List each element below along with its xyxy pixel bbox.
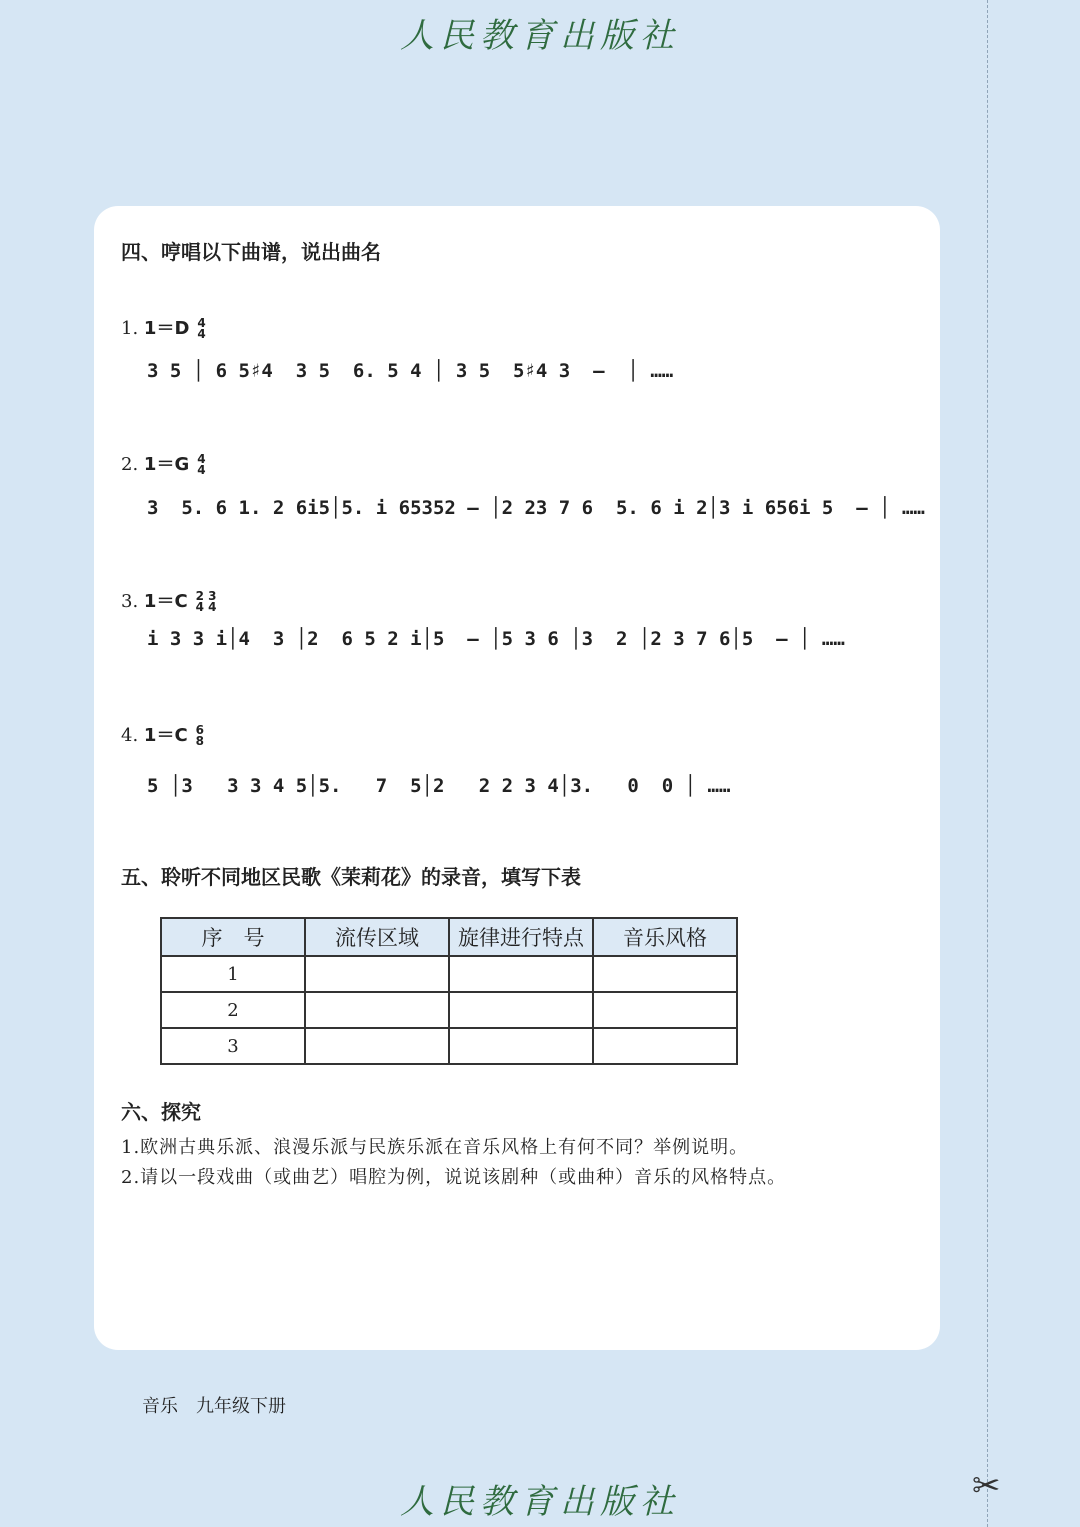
section-5-title: 五、聆听不同地区民歌《茉莉花》的录音，填写下表 <box>121 865 581 889</box>
section-4-title: 四、哼唱以下曲谱，说出曲名 <box>121 240 381 264</box>
publisher-logo: 人民教育出版社 <box>400 1482 680 1522</box>
row-number: 1 <box>161 956 305 992</box>
scissors-icon: ✂ <box>972 1466 1001 1506</box>
answer-cell[interactable] <box>449 992 593 1028</box>
publisher-logo: 人民教育出版社 <box>400 16 680 56</box>
answer-cell[interactable] <box>593 992 737 1028</box>
table-row <box>161 1028 737 1064</box>
score-2-notes: 3 5. 6 1. 2 6i5│5. i 65352 – │2 23 7 6 5. 6 i 2│3 i 656i 5 – │ …… <box>147 497 925 519</box>
table-header: 音乐风格 <box>593 918 737 956</box>
answer-cell[interactable] <box>305 992 449 1028</box>
answer-cell[interactable] <box>593 1028 737 1064</box>
cut-line <box>987 0 988 1527</box>
table-row <box>161 956 737 992</box>
row-number: 2 <box>161 992 305 1028</box>
score-1-notes: 3 5 │ 6 5♯4 3 5 6. 5 4 │ 3 5 5♯4 3 – │ …… <box>147 360 674 382</box>
score-3-key: 3. 1＝C 2 3 4 4 <box>121 589 217 614</box>
score-4-key: 4. 1＝C 6 8 <box>121 723 205 748</box>
table-row <box>161 992 737 1028</box>
question-2: 2.请以一段戏曲（或曲艺）唱腔为例，说说该剧种（或曲种）音乐的风格特点。 <box>121 1167 787 1188</box>
table-header: 序 号 <box>161 918 305 956</box>
table-header: 旋律进行特点 <box>449 918 593 956</box>
table-header-row <box>161 918 737 956</box>
score-3-notes: i 3 3 i│4 3 │2 6 5 2 i│5 – │5 3 6 │3 2 │2 3 7 6│5 – │ …… <box>147 628 845 650</box>
score-1-key: 1. 1＝D 4 4 <box>121 316 206 341</box>
footer-book-title: 音乐 九年级下册 <box>142 1396 286 1417</box>
time-signature: 4 4 <box>197 452 206 477</box>
score-2-key: 2. 1＝G 4 4 <box>121 452 206 477</box>
time-signature: 6 8 <box>195 723 205 748</box>
section-6-title: 六、探究 <box>121 1100 201 1124</box>
time-signature: 2 3 4 4 <box>195 589 217 614</box>
answer-cell[interactable] <box>305 956 449 992</box>
jasmine-flower-table <box>160 917 738 1065</box>
table-header: 流传区域 <box>305 918 449 956</box>
row-number: 3 <box>161 1028 305 1064</box>
time-signature: 4 4 <box>197 316 206 341</box>
answer-cell[interactable] <box>305 1028 449 1064</box>
question-1: 1.欧洲古典乐派、浪漫乐派与民族乐派在音乐风格上有何不同？举例说明。 <box>121 1137 749 1158</box>
score-4-notes: 5 │3 3 3 4 5│5. 7 5│2 2 2 3 4│3. 0 0 │ …… <box>147 775 731 797</box>
answer-cell[interactable] <box>593 956 737 992</box>
answer-cell[interactable] <box>449 956 593 992</box>
answer-cell[interactable] <box>449 1028 593 1064</box>
